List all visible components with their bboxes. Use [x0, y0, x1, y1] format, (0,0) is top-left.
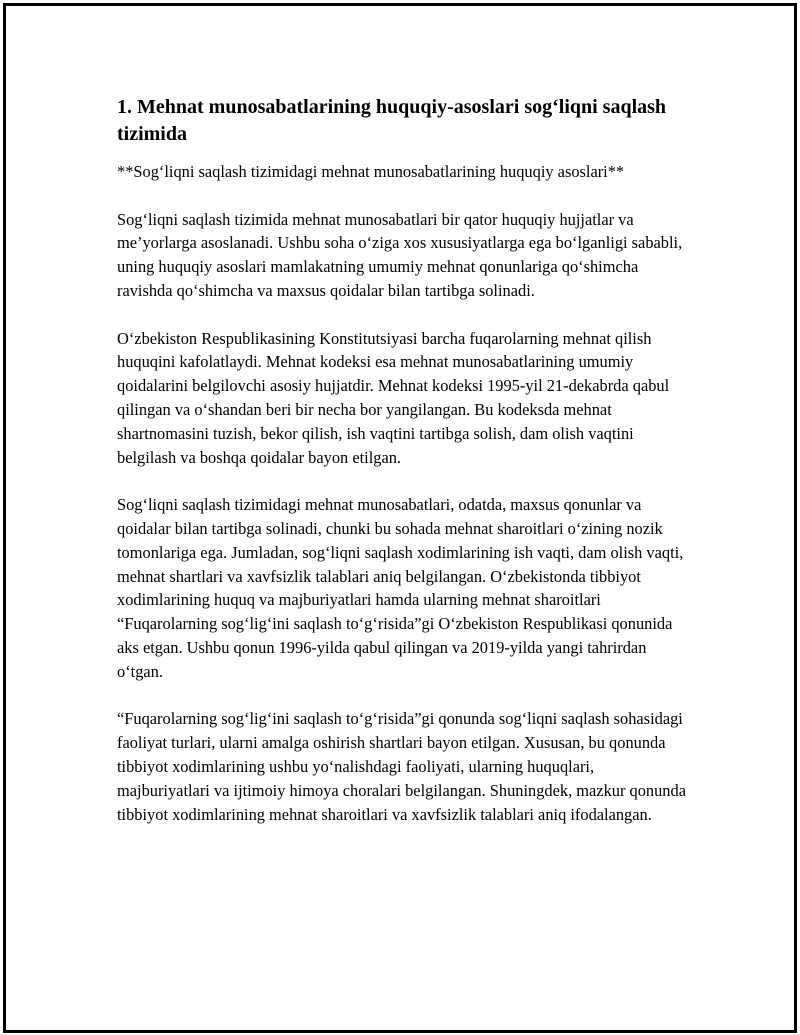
document-body	[117, 94, 689, 850]
paragraph-special-laws: Sog‘liqni saqlash tizimidagi mehnat munosabatlari, odatda, maxsus qonunlar va qoidalar bilan tartibga solinadi, chunki bu sohada mehnat sharoitlari o‘zining nozik tomonlariga ega. Jumladan, sog‘liqni saqlash xodimlarining ish vaqti, dam olish vaqti, mehnat shartlari va xavfsizlik talablari aniq belgilangan. O‘zbekistonda tibbiyot xodimlarining huquq va majburiyatlari hamda ularning mehnat sharoitlari “Fuqarolarning sog‘lig‘ini saqlash to‘g‘risida”gi O‘zbekiston Respublikasi qonunida aks etgan. Ushbu qonun 1996-yilda qabul qilingan va 2019-yilda yangi tahrirdan o‘tgan.	[117, 495, 684, 681]
paragraph-intro: Sog‘liqni saqlash tizimida mehnat munosabatlari bir qator huquqiy hujjatlar va me’yorlarga asoslanadi. Ushbu soha o‘ziga xos xususiyatlarga ega bo‘lganligi sababli, uning huquqiy asoslari mamlakatning umumiy mehnat qonunlariga qo‘shimcha ravishda qo‘shimcha va maxsus qoidalar bilan tartibga solinadi.	[117, 209, 683, 300]
paragraph-health-law: “Fuqarolarning sog‘lig‘ini saqlash to‘g‘risida”gi qonunda sog‘liqni saqlash sohasidagi faoliyat turlari, ularni amalga oshirish shartlari bayon etilgan. Xususan, bu qonunda tibbiyot xodimlarining ushbu yo‘nalishdagi faoliyati, ularning huquqlari, majburiyatlari va ijtimoiy himoya choralari belgilangan. Shuningdek, mazkur qonunda tibbiyot xodimlarining mehnat sharoitlari va xavfsizlik talablari aniq ifodalangan.	[117, 709, 686, 824]
paragraph-subtitle: **Sog‘liqni saqlash tizimidagi mehnat munosabatlarining huquqiy asoslari**	[117, 162, 625, 181]
paragraph-constitution: O‘zbekiston Respublikasining Konstitutsiyasi barcha fuqarolarning mehnat qilish huquqini kafolatlaydi. Mehnat kodeksi esa mehnat munosabatlarining umumiy qoidalarini belgilovchi asosiy hujjatdir. Mehnat kodeksi 1995-yil 21-dekabrda qabul qilingan va o‘shandan beri bir necha bor yangilangan. Bu kodeksda mehnat shartnomasini tuzish, bekor qilish, ish vaqtini tartibga solish, dam olish vaqtini belgilash va boshqa qoidalar bayon etilgan.	[117, 328, 670, 467]
section-heading: 1. Mehnat munosabatlarining huquqiy-asoslari sog‘liqni saqlash tizimida	[117, 96, 667, 145]
